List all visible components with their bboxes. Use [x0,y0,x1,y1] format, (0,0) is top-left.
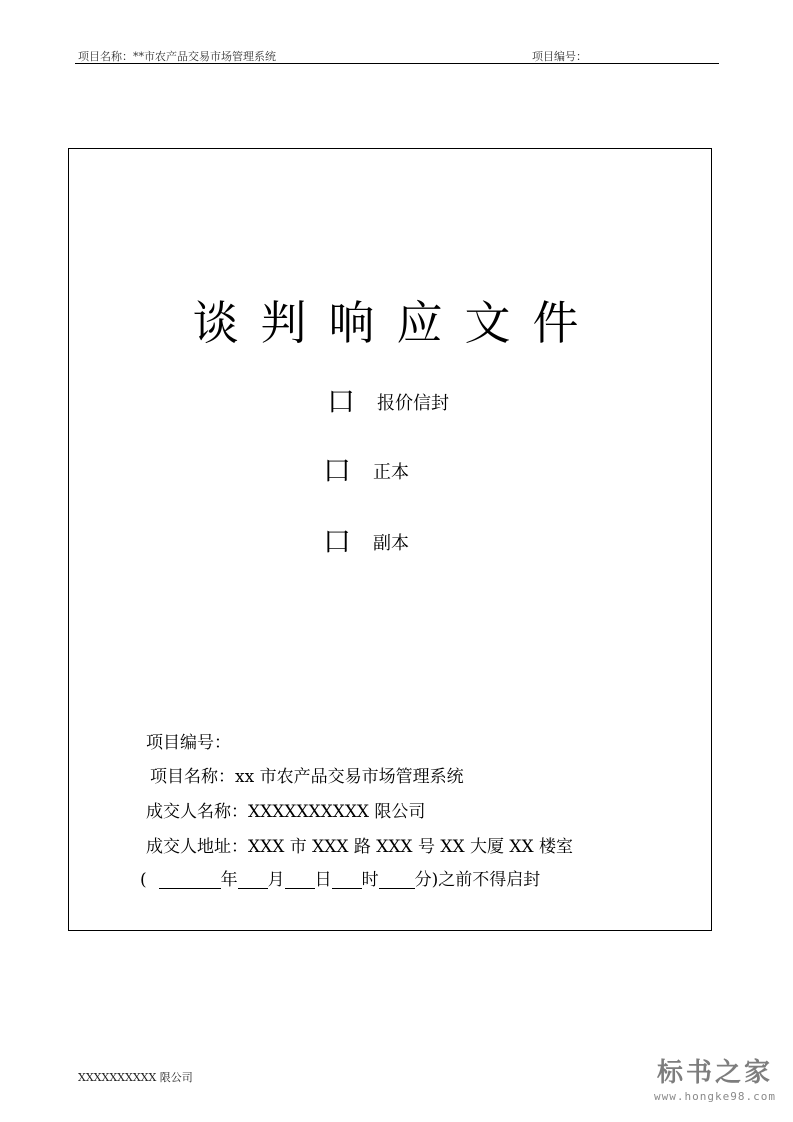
header-divider [75,63,719,64]
info-company-address: 成交人地址：XXX 市 XXX 路 XXX 号 XX 大厦 XX 楼室 [146,837,573,857]
day-blank[interactable] [285,873,315,889]
checkbox-icon[interactable]: 口 [323,454,352,487]
seal-day: 日 [314,870,332,890]
watermark-title: 标书之家 [656,1058,773,1088]
seal-minute-suffix: 分)之前不得启封 [414,870,541,890]
month-blank[interactable] [238,873,268,889]
watermark-logo [640,1060,790,1103]
header-project-name: 项目名称：**市农产品交易市场管理系统 [78,50,276,63]
seal-open-paren: ( [140,870,147,890]
checkbox-icon[interactable]: 口 [323,525,352,558]
option-label: 副本 [373,533,410,554]
header-project-number: 项目编号： [532,50,587,63]
info-project-name: 项目名称：xx 市农产品交易市场管理系统 [150,767,464,787]
seal-hour: 时 [361,870,379,890]
hour-blank[interactable] [332,873,362,889]
watermark-url: www.hongke98.com [654,1090,776,1103]
seal-year: 年 [220,870,238,890]
option-original[interactable] [323,454,410,487]
info-company-name: 成交人名称：XXXXXXXXXX 限公司 [146,802,426,822]
option-price-envelope[interactable] [327,385,450,418]
option-label: 报价信封 [377,393,450,414]
footer-company: XXXXXXXXXX 限公司 [78,1071,193,1084]
option-copy[interactable] [323,525,410,558]
checkbox-icon[interactable]: 口 [327,385,356,418]
year-blank[interactable] [159,873,221,889]
document-title: 谈判响应文件 [192,296,601,350]
option-label: 正本 [373,462,410,483]
seal-open-time [140,872,540,889]
info-project-number: 项目编号： [146,733,231,753]
seal-month: 月 [267,870,285,890]
minute-blank[interactable] [379,873,415,889]
